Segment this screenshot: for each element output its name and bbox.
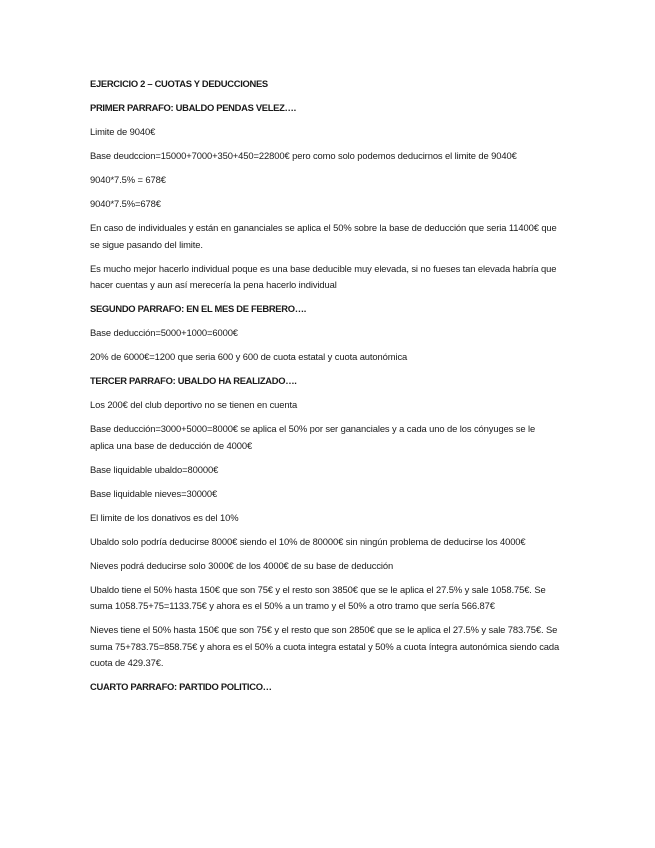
body-text: El limite de los donativos es del 10% <box>90 511 239 523</box>
section-heading-third-paragraph: TERCER PARRAFO: UBALDO HA REALIZADO…. <box>90 375 297 386</box>
body-text: Base liquidable ubaldo=80000€ <box>90 463 219 475</box>
body-text: Base deducción=5000+1000=6000€ <box>90 327 238 338</box>
body-text: En caso de individuales y están en gananciales se aplica el 50% sobre la base de deducción que seria 11400€ que se sigue pasando del limite. <box>90 222 557 250</box>
body-text: 9040*7.5%=678€ <box>90 198 161 209</box>
section-heading-fourth-paragraph: CUARTO PARRAFO: PARTIDO POLITICO… <box>90 681 272 692</box>
section-heading-second-paragraph: SEGUNDO PARRAFO: EN EL MES DE FEBRERO…. <box>90 303 307 314</box>
section-heading-first-paragraph: PRIMER PARRAFO: UBALDO PENDAS VELEZ…. <box>90 102 296 113</box>
document-page <box>90 76 560 703</box>
body-text: Ubaldo tiene el 50% hasta 150€ que son 75€ y el resto son 3850€ que se le aplica el 27.5% y sale 1058.75€. Se suma 1058.75+75=1133.75€ y ahora es el 50% a un tramo y el 50% a otro tramo que sería 566.87€ <box>90 583 546 611</box>
body-text: Es mucho mejor hacerlo individual poque es una base deducible muy elevada, si no fueses tan elevada habría que hacer cuentas y aun así merecería la pena hacerlo individual <box>90 262 557 290</box>
body-text: Limite de 9040€ <box>90 126 156 137</box>
body-text: Ubaldo solo podría deducirse 8000€ siendo el 10% de 80000€ sin ningún problema de deducirse los 4000€ <box>90 535 526 547</box>
body-text: Los 200€ del club deportivo no se tienen en cuenta <box>90 399 298 410</box>
body-text: Nieves tiene el 50% hasta 150€ que son 75€ y el resto que son 2850€ que se le aplica el 27.5% y sale 783.75€. Se suma 75+783.75=858.75€ y ahora es el 50% a cuota integra estatal y 50% a cuota íntegra autonómica siendo cada cuota de 429.37€. <box>90 624 560 668</box>
body-text: 20% de 6000€=1200 que seria 600 y 600 de cuota estatal y cuota autonómica <box>90 351 408 362</box>
body-text: Base deudccion=15000+7000+350+450=22800€ pero como solo podemos deducirnos el limite de 9040€ <box>90 150 517 161</box>
body-text: Base liquidable nieves=30000€ <box>90 487 218 499</box>
body-text: Base deducción=3000+5000=8000€ se aplica el 50% por ser gananciales y a cada uno de los cónyuges se le aplica una base de deducción de 4000€ <box>90 423 536 451</box>
body-text: 9040*7.5% = 678€ <box>90 174 166 185</box>
body-text: Nieves podrá deducirse solo 3000€ de los 4000€ de su base de deducción <box>90 559 394 571</box>
exercise-title: EJERCICIO 2 – CUOTAS Y DEDUCCIONES <box>90 78 268 89</box>
